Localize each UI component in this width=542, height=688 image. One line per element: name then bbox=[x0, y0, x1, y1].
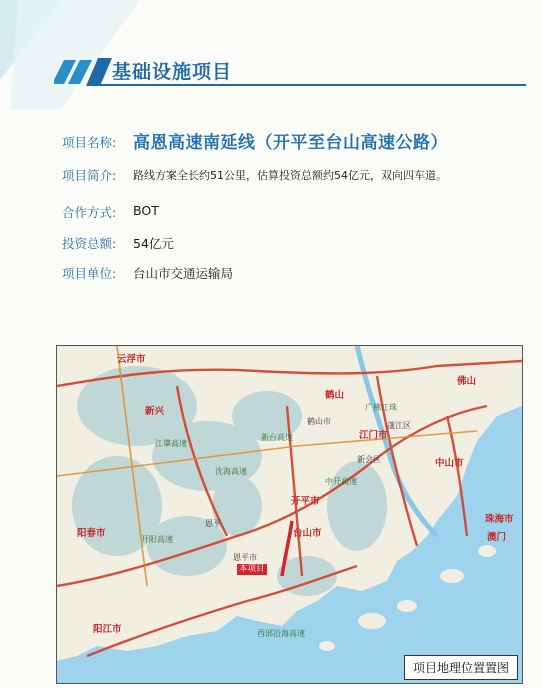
map-label-city: 澳门 bbox=[487, 532, 507, 543]
map-label-city: 鹤山 bbox=[325, 390, 345, 401]
project-marker: 本项目 bbox=[239, 564, 265, 574]
cooperation-mode: BOT bbox=[133, 203, 159, 218]
map-label-road: 开阳高速 bbox=[141, 535, 173, 544]
project-intro: 路线方案全长约51公里，估算投资总额约54亿元，双向四车道。 bbox=[133, 169, 447, 182]
section-title: 基础设施项目 bbox=[112, 61, 233, 83]
map-label-road: 新台高速 bbox=[261, 433, 293, 442]
map-label-city: 台山市 bbox=[293, 528, 322, 539]
map-label-city: 佛山 bbox=[457, 376, 477, 387]
field-label-intro: 项目简介: bbox=[62, 168, 117, 183]
map-label-city: 云浮市 bbox=[117, 354, 146, 365]
map-label-town: 蓬江区 bbox=[387, 421, 411, 430]
map-label-city: 阳春市 bbox=[77, 528, 106, 539]
map-label-city: 新兴 bbox=[145, 406, 165, 417]
map-label-road: 西部沿海高速 bbox=[257, 629, 305, 638]
map-label-town: 新会区 bbox=[357, 455, 381, 464]
field-label-name: 项目名称: bbox=[62, 135, 117, 150]
project-unit: 台山市交通运输局 bbox=[133, 266, 234, 281]
map-label-road: 沈海高速 bbox=[215, 467, 247, 476]
map-label-town: 恩平市 bbox=[233, 553, 257, 562]
map-label-city: 中山市 bbox=[435, 458, 464, 469]
map-label-city: 江门市 bbox=[359, 430, 388, 441]
map-label-city: 开平市 bbox=[291, 496, 320, 507]
map-label-town: 恩平 bbox=[205, 519, 221, 528]
project-name: 高恩高速南延线（开平至台山高速公路） bbox=[133, 133, 448, 153]
field-label-unit: 项目单位: bbox=[62, 266, 117, 281]
map-caption: 项目地理位置置图 bbox=[404, 655, 518, 680]
map-label-road: 江肇高速 bbox=[155, 439, 187, 448]
map-label-road: 广佛江珠 bbox=[365, 403, 397, 412]
total-investment: 54亿元 bbox=[133, 236, 174, 251]
location-map bbox=[56, 345, 523, 684]
map-label-road: 中开高速 bbox=[325, 477, 357, 486]
map-label-city: 阳江市 bbox=[93, 624, 122, 635]
map-label-town: 鹤山市 bbox=[307, 417, 331, 426]
field-label-investment: 投资总额: bbox=[62, 236, 117, 251]
corner-decoration bbox=[0, 0, 140, 110]
field-label-mode: 合作方式: bbox=[62, 205, 117, 220]
map-label-city: 珠海市 bbox=[485, 514, 514, 525]
